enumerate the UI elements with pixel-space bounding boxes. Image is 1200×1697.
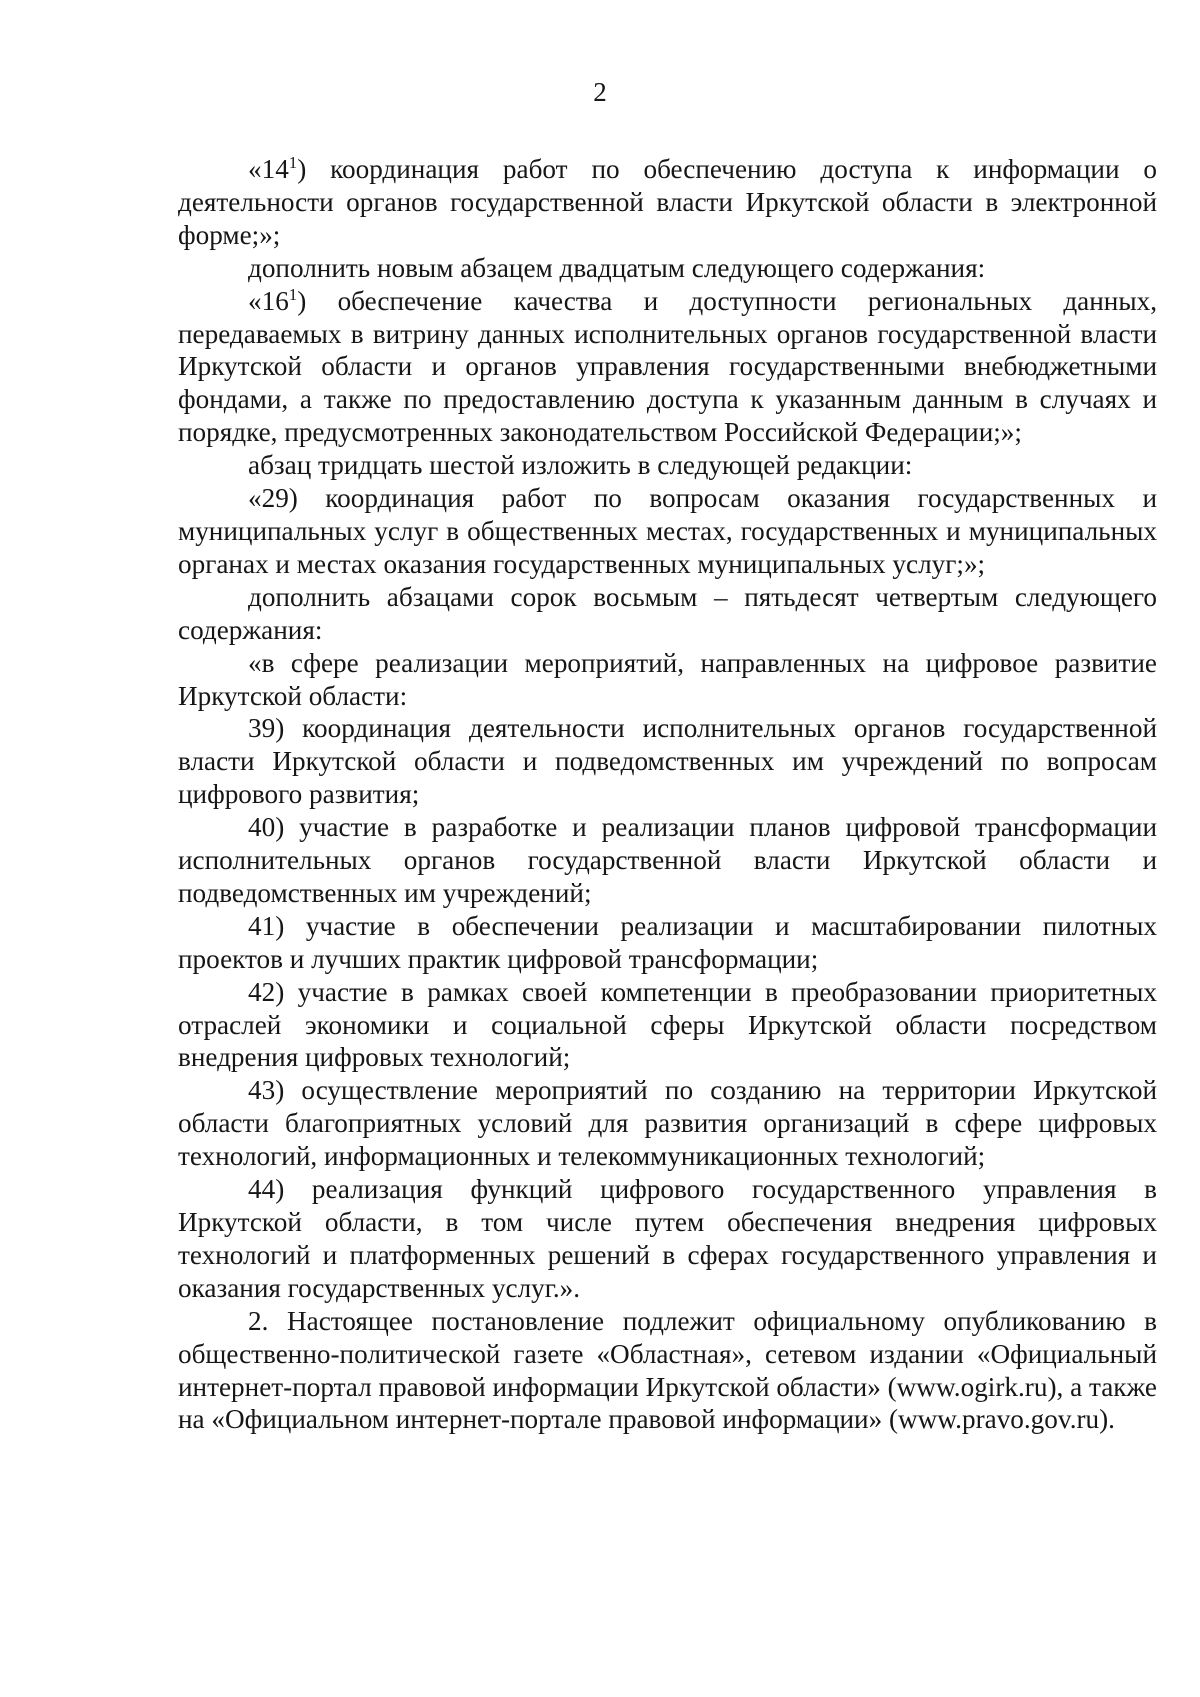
paragraph-item-43: 43) осуществление мероприятий по созданию на территории Иркутской области благоприятных условий для развития организаций в сфере цифровых технологий, информационных и телекоммуникационных технологий; — [178, 1075, 1157, 1172]
item-number: «16 — [248, 285, 289, 316]
paragraph-amendment-instruction: дополнить новым абзацем двадцатым следующего содержания: — [248, 252, 986, 283]
paragraph-item-14-1 — [178, 153, 1157, 252]
paragraph-item-39: 39) координация деятельности исполнительных органов государственной власти Иркутской области и подведомственных им учреждений по вопросам цифрового развития; — [178, 713, 1157, 810]
page-number: 2 — [593, 77, 607, 107]
paragraph-item-42: 42) участие в рамках своей компетенции в преобразовании приоритетных отраслей экономики и социальной сферы Иркутской области посредством внедрения цифровых технологий; — [178, 976, 1157, 1073]
paragraph-item-40: 40) участие в разработке и реализации планов цифровой трансформации исполнительных органов государственной власти Иркутской области и подведомственных им учреждений; — [178, 812, 1157, 908]
item-number: «14 — [248, 154, 289, 184]
superscript-index: 1 — [288, 152, 298, 172]
paragraph-item-16-1 — [178, 285, 1157, 450]
paragraph-item-44: 44) реализация функций цифрового государственного управления в Иркутской области, в том числе путем обеспечения внедрения цифровых технологий и платформенных решений в сферах государственного управления и оказания государственных услуг.». — [178, 1174, 1157, 1303]
document-body — [178, 153, 1157, 1436]
paragraph-section-heading: «в сфере реализации мероприятий, направленных на цифровое развитие Иркутской области: — [178, 647, 1157, 711]
paragraph-clause-2: 2. Настоящее постановление подлежит официальному опубликованию в общественно-политической газете «Областная», сетевом издании «Официальный интернет-портал правовой информации Иркутской области» (www.ogirk.ru), а также на «Официальном интернет-портале правовой информации» (www.pravo.gov.ru). — [178, 1305, 1157, 1435]
paragraph-amendment-instruction: дополнить абзацами сорок восьмым – пятьдесят четвертым следующего содержания: — [178, 581, 1157, 645]
paragraph-item-29: «29) координация работ по вопросам оказания государственных и муниципальных услуг в общественных местах, государственных и муниципальных органах и местах оказания государственных муниципальных услуг;»; — [178, 483, 1157, 579]
paragraph-item-41: 41) участие в обеспечении реализации и масштабировании пилотных проектов и лучших практик цифровой трансформации; — [178, 910, 1157, 974]
paragraph-amendment-instruction: абзац тридцать шестой изложить в следующей редакции: — [248, 450, 913, 481]
superscript-index: 1 — [288, 284, 298, 304]
paragraph-text: ) координация работ по обеспечению доступа к информации о деятельности органов государственной власти Иркутской области в электронной форме;»; — [178, 154, 1157, 250]
paragraph-text: ) обеспечение качества и доступности региональных данных, передаваемых в витрину данных исполнительных органов государственной власти Иркутской области и органов управления государственными внебюджетными фондами, а также по предоставлению доступа к указанным данным в случаях и порядке, предусмотренных законодательством Российской Федерации;»; — [178, 285, 1157, 448]
